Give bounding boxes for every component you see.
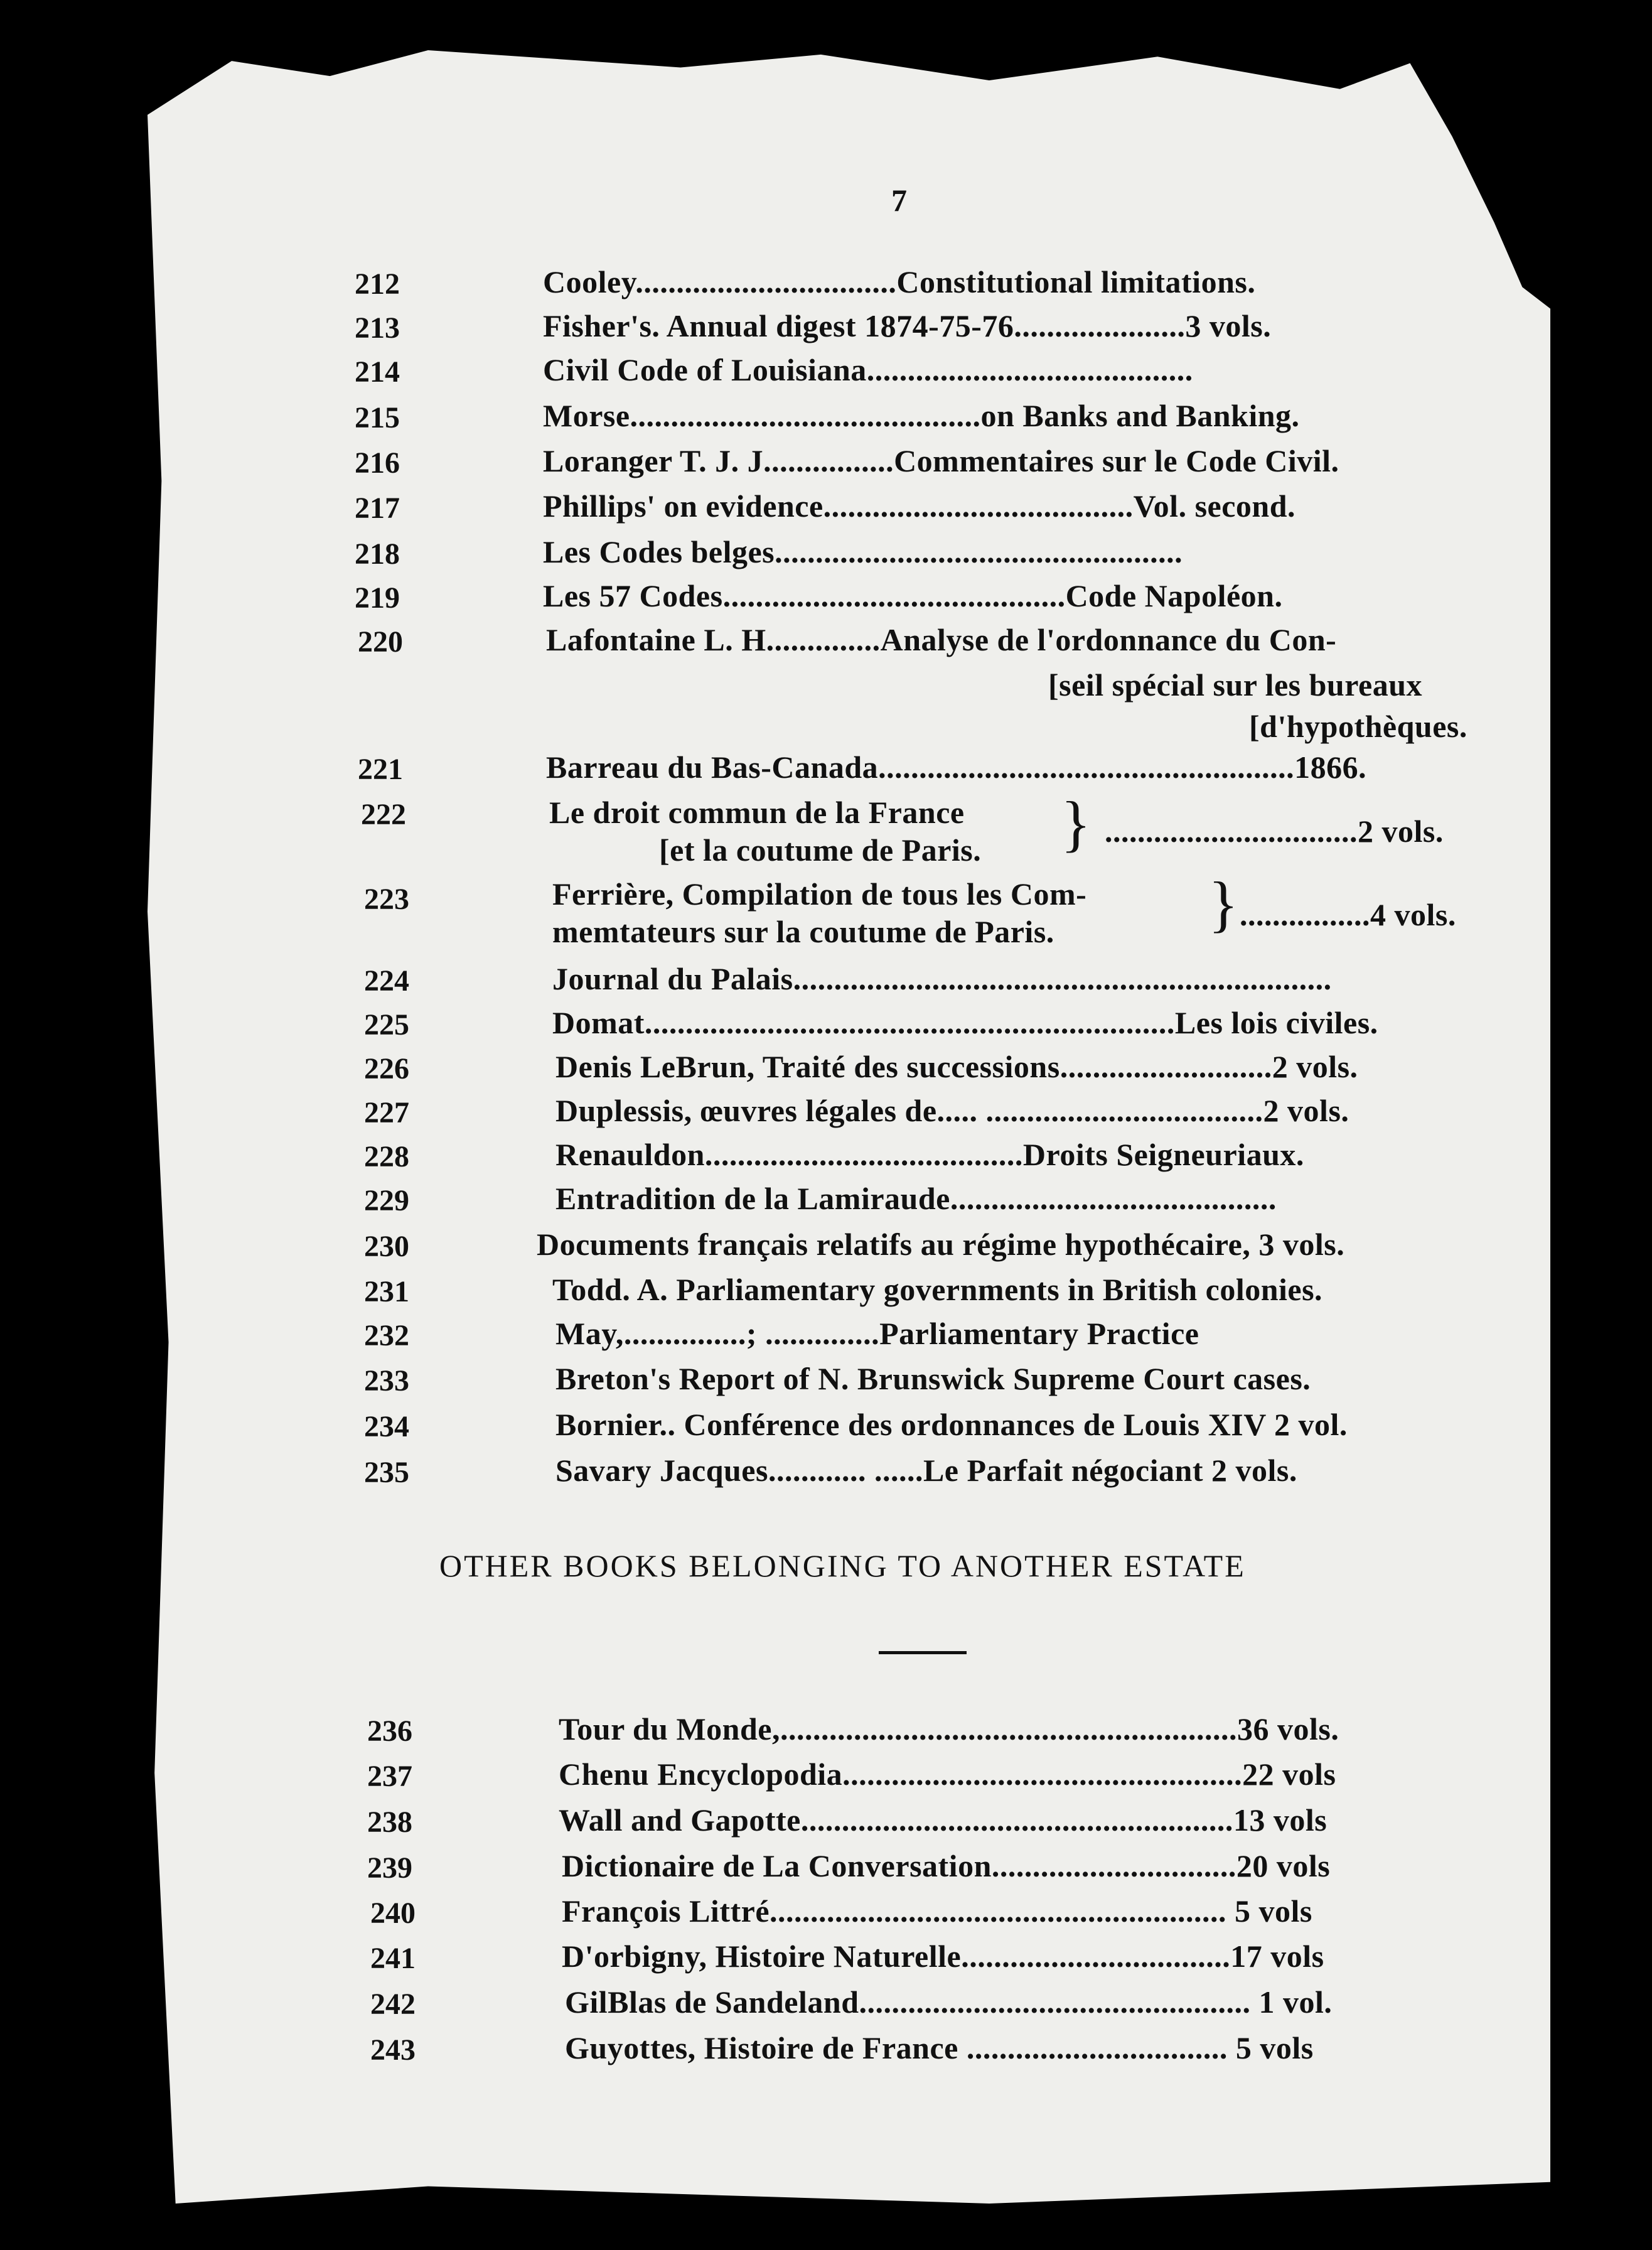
entry-number: 229 [364,1184,409,1217]
entry-volumes: ...............................2 vols. [1105,814,1444,849]
entry-text: Barreau du Bas-Canada...................................................1866. [546,750,1367,785]
entry-text: Le droit commun de la France [549,795,965,830]
entry-text: Morse...........................................on Banks and Banking. [543,398,1300,433]
section-heading: OTHER BOOKS BELONGING TO ANOTHER ESTATE [439,1548,1246,1583]
entry-text: Todd. A. Parliamentary governments in British colonies. [552,1272,1323,1307]
entry-number: 220 [358,625,403,659]
entry-number: 240 [370,1897,416,1930]
entry-number: 238 [367,1806,412,1839]
entry-text: Journal du Palais.................................................................. [552,961,1332,996]
entry-text: Tour du Monde,........................................................36 vols. [559,1711,1339,1747]
entry-text: Cooley................................Constitutional limitations. [543,264,1256,299]
entry-number: 212 [355,267,400,301]
entry-text: May,...............; ..............Parliamentary Practice [555,1316,1199,1351]
entry-text: GilBlas de Sandeland................................................ 1 vol. [565,1984,1333,2020]
entry-number: 230 [364,1230,409,1263]
entry-number: 226 [364,1052,409,1085]
entry-text: Les 57 Codes..........................................Code Napoléon. [543,578,1283,613]
entry-text: Breton's Report of N. Brunswick Supreme Court cases. [555,1361,1311,1396]
entry-text: Renauldon.......................................Droits Seigneuriaux. [555,1137,1304,1172]
entry-number: 228 [364,1140,409,1173]
entry-text: Phillips' on evidence......................................Vol. second. [543,488,1296,524]
entry-number: 243 [370,2033,416,2067]
entry-text-continuation: [d'hypothèques. [1249,709,1467,744]
entry-text: Documents français relatifs au régime hypothécaire, 3 vols. [537,1227,1345,1262]
entry-number: 236 [367,1714,412,1748]
entry-text: Chenu Encyclopodia.................................................22 vols [559,1757,1336,1792]
entry-number: 214 [355,355,400,389]
divider-rule [879,1651,967,1654]
brace-symbol: } [1061,789,1091,858]
entry-text: Denis LeBrun, Traité des successions..........................2 vols. [555,1049,1358,1084]
entry-text-continuation: memtateurs sur la coutume de Paris. [552,914,1054,949]
entry-number: 225 [364,1008,409,1042]
entry-number: 234 [364,1410,409,1443]
entry-number: 233 [364,1364,409,1397]
entry-text: Les Codes belges.................................................. [543,534,1183,569]
entry-number: 235 [364,1456,409,1489]
entry-text: Guyottes, Histoire de France ................................ 5 vols [565,2030,1314,2065]
entry-text: François Littré........................................................ 5 vols [562,1893,1312,1929]
entry-volumes: ................4 vols. [1240,897,1456,932]
entry-number: 242 [370,1988,416,2021]
entry-number: 217 [355,492,400,525]
entry-text: Loranger T. J. J................Commentaires sur le Code Civil. [543,443,1339,478]
entry-number: 215 [355,401,400,434]
entry-text: Bornier.. Conférence des ordonnances de Louis XIV 2 vol. [555,1407,1348,1442]
entry-number: 227 [364,1096,409,1129]
entry-number: 231 [364,1275,409,1308]
entry-text: Lafontaine L. H..............Analyse de l'ordonnance du Con- [546,622,1337,657]
entry-text-continuation: [seil spécial sur les bureaux [1048,667,1423,702]
entry-number: 221 [358,753,403,786]
entry-text: Entradition de la Lamiraude........................................ [555,1181,1277,1216]
entry-number: 223 [364,883,409,916]
entry-number: 237 [367,1760,412,1793]
entry-text: Wall and Gapotte.....................................................13 vols [559,1802,1328,1838]
page-number: 7 [891,183,907,218]
entry-number: 222 [361,798,406,831]
brace-symbol: } [1208,869,1238,939]
entry-number: 216 [355,446,400,480]
entry-text: Civil Code of Louisiana........................................ [543,352,1193,387]
entry-number: 241 [370,1942,416,1975]
entry-text: Domat.................................................................Les lois civiles. [552,1005,1378,1040]
entry-text: Savary Jacques............ ......Le Parfait négociant 2 vols. [555,1453,1297,1488]
entry-text-continuation: [et la coutume de Paris. [659,832,982,868]
entry-number: 213 [355,311,400,345]
entry-text: Fisher's. Annual digest 1874-75-76.....................3 vols. [543,308,1272,343]
entry-number: 224 [364,964,409,998]
entry-number: 239 [367,1851,412,1885]
entry-number: 219 [355,581,400,615]
entry-number: 232 [364,1319,409,1352]
entry-text: Ferrière, Compilation de tous les Com- [552,876,1087,912]
entry-text: Duplessis, œuvres légales de..... ..................................2 vols. [555,1093,1349,1128]
entry-text: Dictionaire de La Conversation..............................20 vols [562,1848,1331,1883]
entry-text: D'orbigny, Histoire Naturelle.................................17 vols [562,1939,1324,1974]
entry-number: 218 [355,537,400,571]
